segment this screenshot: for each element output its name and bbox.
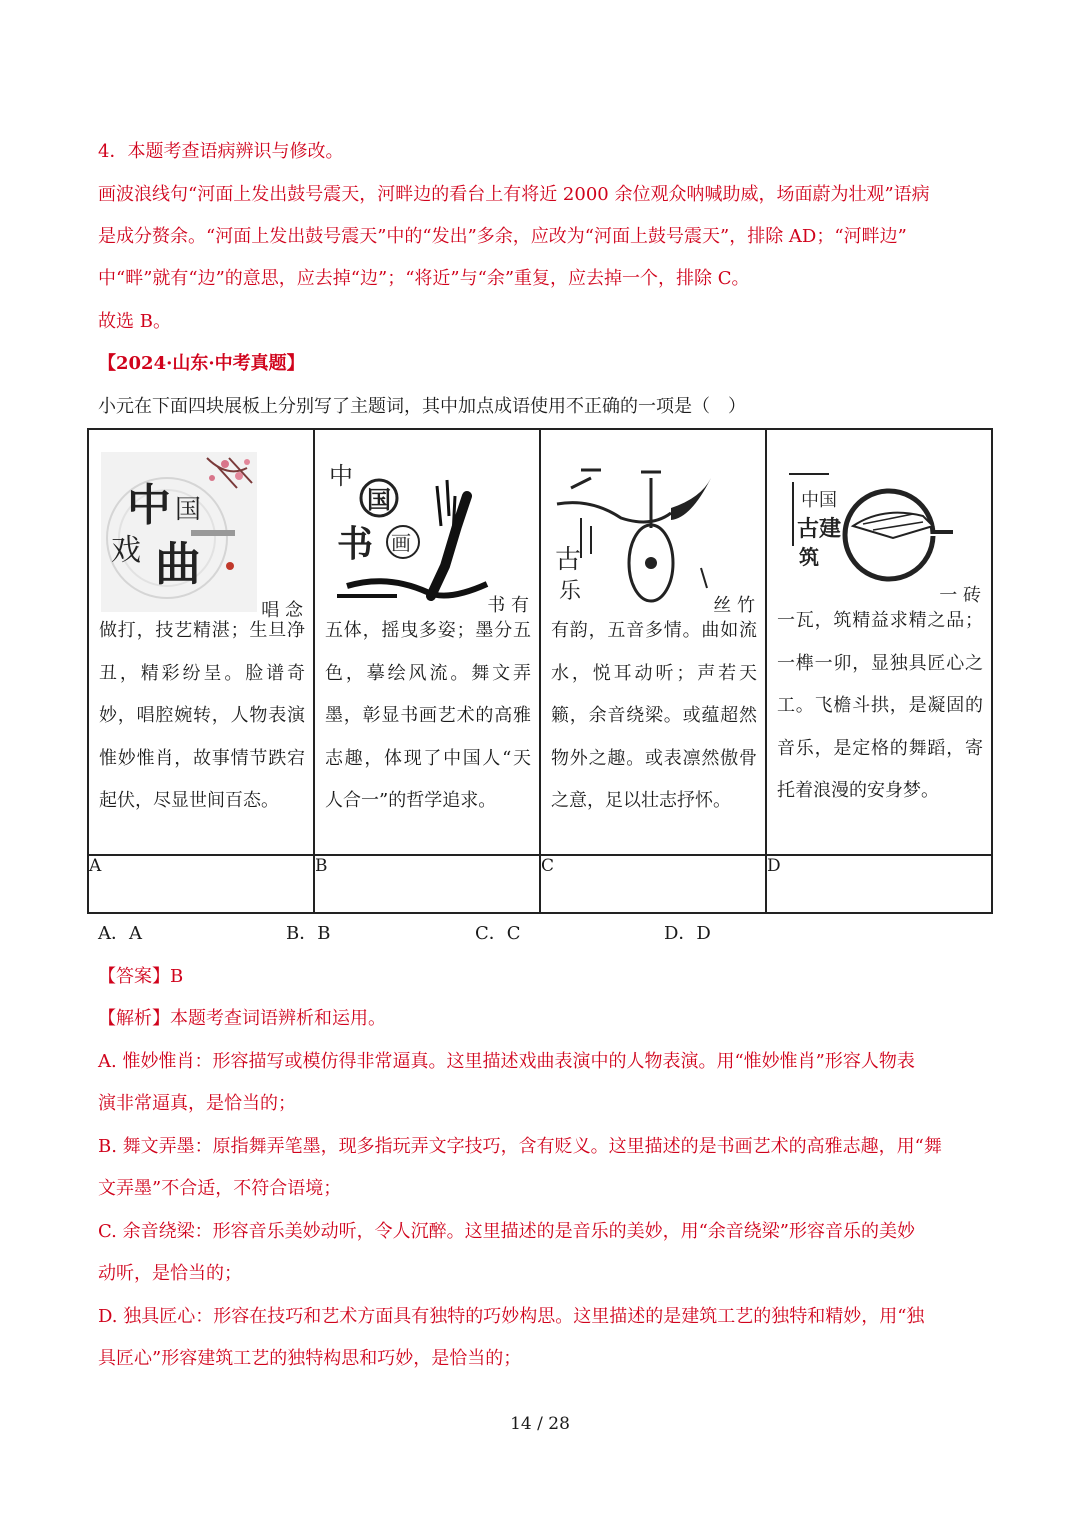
panel-b-body: 五体，摇曳多姿；墨分五色，摹绘风流。舞文弄墨，彰显书画艺术的高雅志趣，体现了中国人“天人合一”的哲学追求。 [325,620,531,812]
panel-d-letter: D [766,855,992,913]
panel-d-body: 一瓦，筑精益求精之品；一榫一卯，显独具匠心之工。飞檐斗拱，是凝固的音乐，是定格的舞蹈，寄托着浪漫的安身梦。 [777,610,983,802]
analysis-line: 是成分赘余。“河面上发出鼓号震天”中的“发出”多余，应改为“河面上鼓号震天”，排除 AD；“河畔边” [98,226,907,247]
panel-c-letter: C [540,855,766,913]
explanation-b: B. 舞文弄墨：原指舞弄笔墨，现多指玩弄文字技巧，含有贬义。这里描述的是书画艺术的高雅志趣，用“舞 [98,1136,942,1157]
explanation-a-cont: 演非常逼真，是恰当的； [98,1093,296,1114]
svg-text:书: 书 [337,523,374,565]
question-stem: 小元在下面四块展板上分别写了主题词，其中加点成语使用不正确的一项是（ ） [98,396,746,417]
svg-text:乐: 乐 [559,579,582,604]
option-a: A．A [98,923,142,944]
answer-label: 【答案】 [98,966,170,987]
explanation-intro: 本题考查词语辨析和运用。 [170,1008,386,1029]
panel-b-first-words: 书 有 [487,595,529,616]
panel-d-text [777,430,983,813]
panel-a [88,429,314,855]
panel-b [314,429,540,855]
panel-c [540,429,766,855]
panel-b-text [325,430,531,823]
svg-text:古建: 古建 [797,516,842,542]
svg-text:画: 画 [391,531,411,555]
option-c: C．C [475,923,521,944]
explanation-a: A. 惟妙惟肖：形容描写或模仿得非常逼真。这里描述戏曲表演中的人物表演。用“惟妙惟肖”形容人物表 [98,1051,915,1072]
panel-c-body: 有韵，五音多情。曲如流水，悦耳动听；声若天籁，余音绕梁。或蕴超然物外之趣。或表凛然傲骨之意，足以壮志抒怀。 [551,620,757,812]
explanation-d-cont: 具匠心”形容建筑工艺的独特构思和巧妙，是恰当的； [98,1348,522,1369]
explanation-c-cont: 动听，是恰当的； [98,1263,242,1284]
svg-text:中: 中 [329,462,353,490]
svg-text:曲: 曲 [155,537,201,591]
option-d: D．D [664,923,711,944]
option-b: B．B [286,923,331,944]
panel-a-letter: A [88,855,314,913]
panel-b-letter: B [314,855,540,913]
analysis-heading: 4．本题考查语病辨识与修改。 [98,141,344,162]
svg-text:戏: 戏 [111,533,141,568]
explanation-d: D. 独具匠心：形容在技巧和艺术方面具有独特的巧妙构思。这里描述的是建筑工艺的独特和精妙，用“独 [98,1306,925,1327]
explanation-label: 【解析】 [98,1008,170,1029]
panel-a-text [99,430,305,823]
panel-d-first-words: 一 砖 [939,585,981,606]
svg-text:古: 古 [555,545,582,575]
panel-d [766,429,992,855]
question-source-tag: 【2024·山东·中考真题】 [98,353,305,374]
analysis-line: 画波浪线句“河面上发出鼓号震天，河畔边的看台上有将近 2000 余位观众呐喊助威，场面蔚为壮观”语病 [98,184,930,205]
analysis-line: 中“畔”就有“边”的意思，应去掉“边”；“将近”与“余”重复，应去掉一个，排除 C。 [98,268,750,289]
explanation-b-cont: 文弄墨”不合适，不符合语境； [98,1178,342,1199]
explanation-c: C. 余音绕梁：形容音乐美妙动听，令人沉醉。这里描述的是音乐的美妙，用“余音绕梁”形容音乐的美妙 [98,1221,915,1242]
explanation-intro-line [98,1007,386,1031]
svg-text:国: 国 [175,495,202,525]
panels-table [87,428,993,914]
panel-c-first-words: 丝 竹 [713,595,755,616]
panel-a-body: 做打，技艺精湛；生旦净丑，精彩纷呈。脸谱奇妙，唱腔婉转，人物表演惟妙惟肖，故事情节跌宕起伏，尽显世间百态。 [99,620,305,812]
panel-c-text [551,430,757,823]
panel-a-first-words: 唱 念 [261,600,303,621]
analysis-conclusion: 故选 B。 [98,311,171,332]
svg-text:国: 国 [367,485,391,514]
svg-text:中国: 中国 [801,490,837,511]
answer-value: B [170,966,184,987]
page-number: 14 / 28 [510,1414,570,1434]
svg-text:筑: 筑 [799,545,819,569]
answer-line [98,965,183,989]
svg-text:中: 中 [127,480,171,531]
